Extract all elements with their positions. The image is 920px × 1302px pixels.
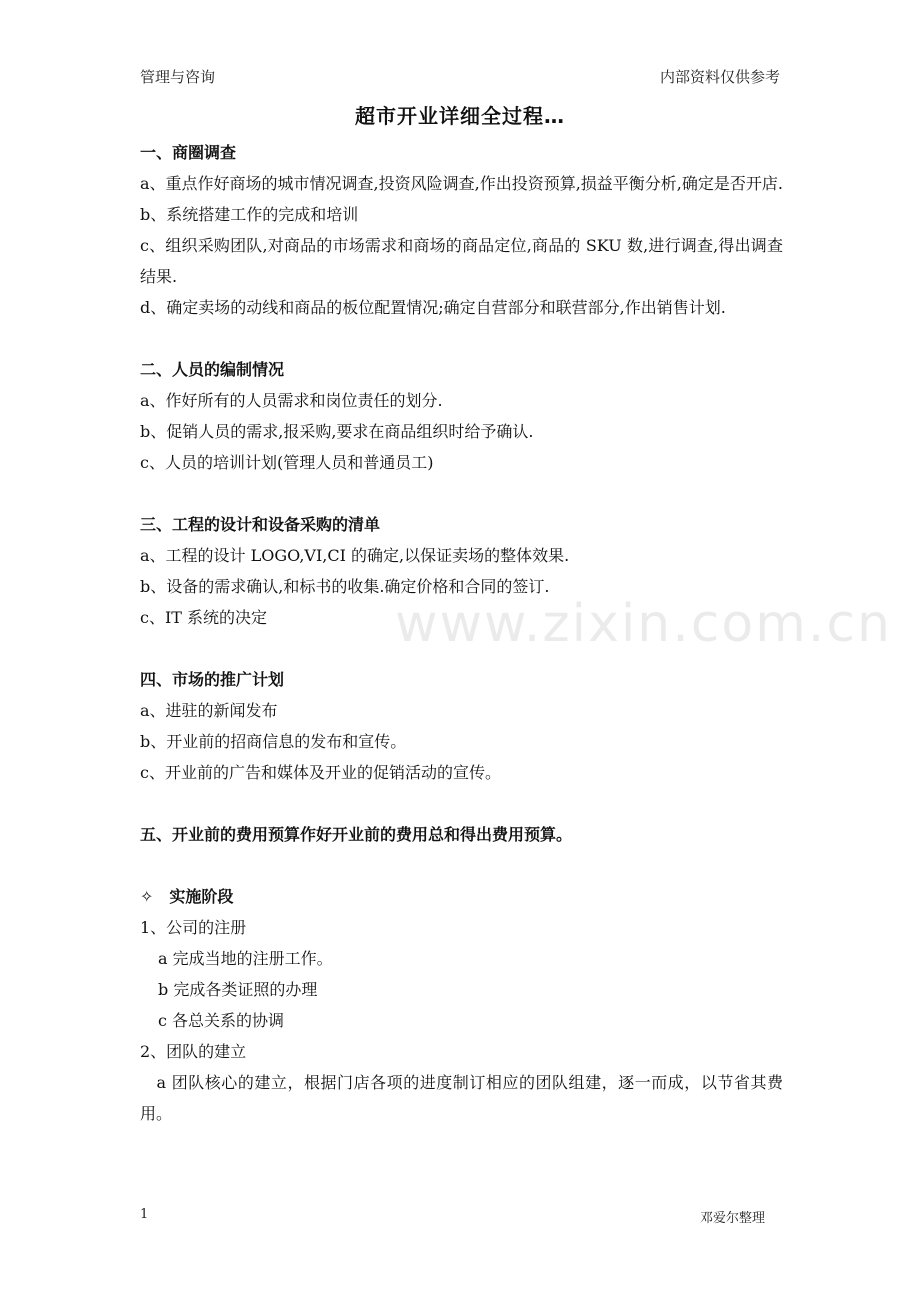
section-2 (140, 354, 783, 478)
list-item: c、开业前的广告和媒体及开业的促销活动的宣传。 (140, 763, 501, 782)
list-item: c、IT 系统的决定 (140, 608, 268, 627)
list-item: c、人员的培训计划(管理人员和普通员工) (140, 453, 434, 472)
header-left: 管理与咨询 (140, 68, 216, 86)
page-title: 超市开业详细全过程… (355, 104, 565, 128)
list-item: a、重点作好商场的城市情况调查,投资风险调查,作出投资预算,损益平衡分析,确定是否开店. (140, 174, 783, 193)
watermark: www.zixin.com.cn (395, 594, 892, 654)
section-heading: 一、商圈调查 (140, 143, 237, 162)
phase-heading: ✧ 实施阶段 (140, 887, 234, 906)
section-4 (140, 664, 783, 788)
list-item: b、促销人员的需求,报采购,要求在商品组织时给予确认. (140, 422, 534, 441)
list-item: b、设备的需求确认,和标书的收集.确定价格和合同的签订. (140, 577, 550, 596)
list-item: b 完成各类证照的办理 (158, 980, 318, 999)
list-item: d、确定卖场的动线和商品的板位配置情况;确定自营部分和联营部分,作出销售计划. (140, 298, 726, 317)
list-item: 1、公司的注册 (140, 918, 247, 937)
list-item: 2、团队的建立 (140, 1042, 247, 1061)
page-number: 1 (140, 1207, 149, 1222)
list-item: a、进驻的新闻发布 (140, 701, 278, 720)
list-item: a 完成当地的注册工作。 (158, 949, 333, 968)
section-heading: 五、开业前的费用预算作好开业前的费用总和得出费用预算。 (140, 825, 573, 844)
section-5 (140, 819, 783, 850)
footer-right: 邓爱尔整理 (699, 1211, 765, 1226)
list-item: c 各总关系的协调 (158, 1011, 285, 1030)
section-heading: 三、工程的设计和设备采购的清单 (140, 515, 381, 534)
section-heading: 四、市场的推广计划 (140, 670, 285, 689)
section-1 (140, 137, 783, 323)
list-item: b、开业前的招商信息的发布和宣传。 (140, 732, 407, 751)
section-heading: 二、人员的编制情况 (140, 360, 285, 379)
list-item: a 团队核心的建立，根据门店各项的进度制订相应的团队组建，逐一而成，以节省其费用。 (140, 1073, 783, 1123)
list-item: a、作好所有的人员需求和岗位责任的划分. (140, 391, 443, 410)
header-right: 内部资料仅供参考 (659, 68, 780, 86)
list-item: a、工程的设计 LOGO,VI,CI 的确定,以保证卖场的整体效果. (140, 546, 570, 565)
list-item: b、系统搭建工作的完成和培训 (140, 205, 359, 224)
phase-section (140, 881, 783, 1129)
list-item: c、组织采购团队,对商品的市场需求和商场的商品定位,商品的 SKU 数,进行调查,得出调查结果. (140, 236, 783, 286)
